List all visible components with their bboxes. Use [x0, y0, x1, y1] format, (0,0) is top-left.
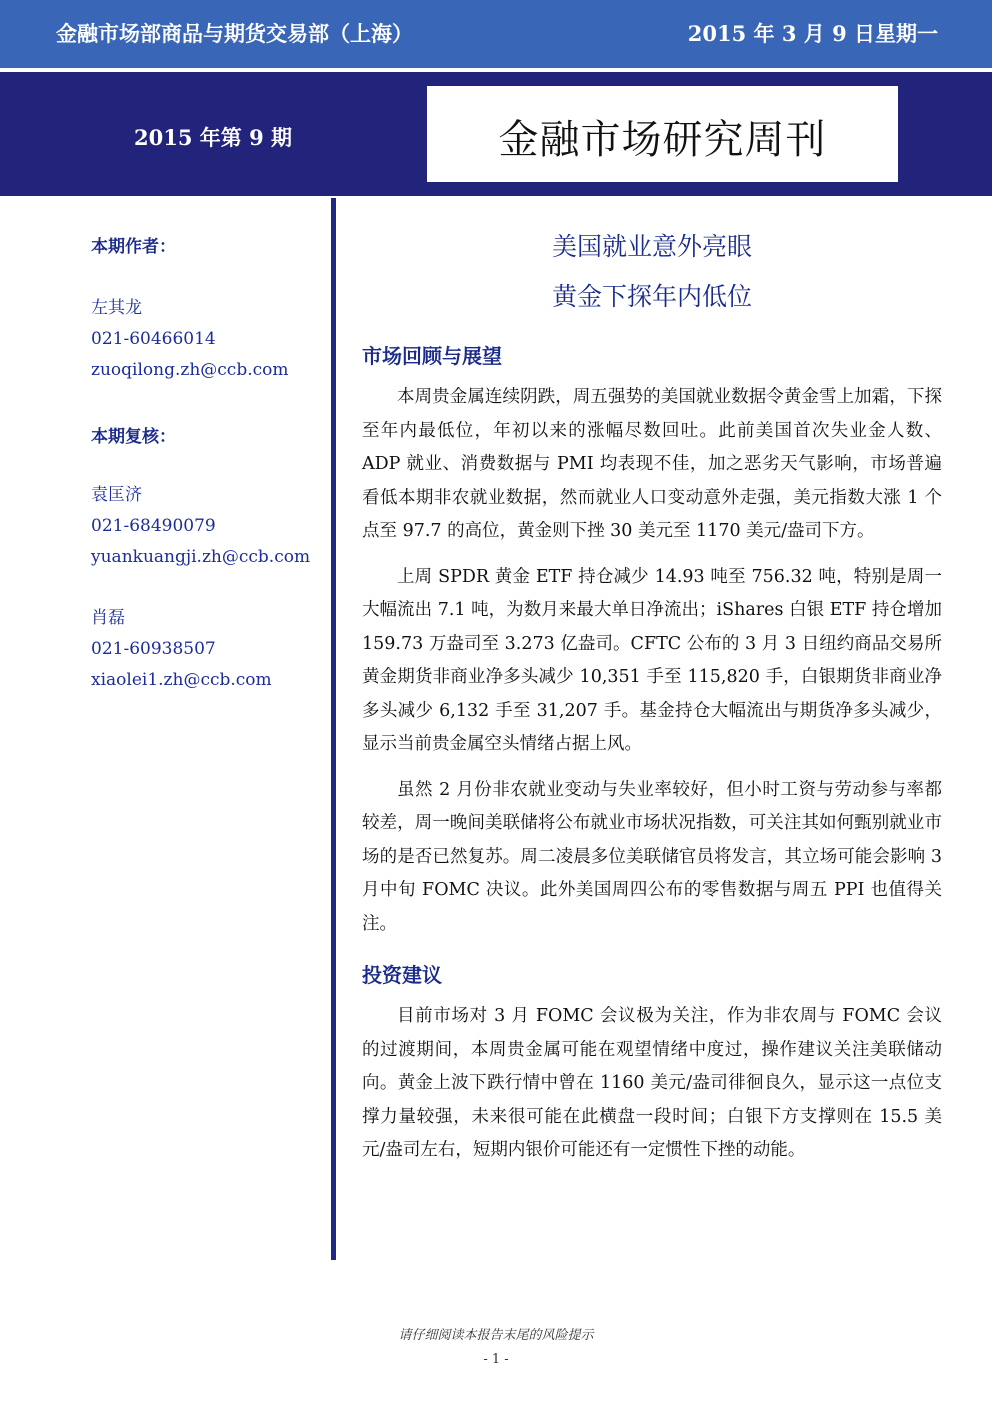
sidebar	[91, 232, 321, 696]
author-entry	[91, 293, 321, 386]
reviewer-phone: 021-68490079	[91, 516, 216, 536]
page-number: - 1 -	[483, 1352, 509, 1367]
top-bar	[0, 0, 992, 68]
section-title-review: 市场回顾与展望	[362, 344, 502, 368]
reviewer-entry	[91, 480, 321, 573]
article	[362, 222, 942, 1168]
paragraph: 本周贵金属连续阴跌，周五强势的美国就业数据令黄金雪上加霜，下探至年内最低位，年初以来的涨幅尽数回吐。此前美国首次失业金人数、ADP 就业、消费数据与 PMI 均表现不佳，加之恶劣天气影响，市场普遍看低本期非农就业数据，然而就业人口变动意外走强，美元指数大涨 1 个点至 97.7 的高位，黄金则下挫 30 美元至 1170 美元/盎司下方。	[362, 387, 942, 541]
author-name: 左其龙	[91, 298, 142, 318]
reviewer-email[interactable]: yuankuangji.zh@ccb.com	[91, 547, 311, 567]
reviewer-phone: 021-60938507	[91, 639, 216, 659]
reviewer-name: 肖磊	[91, 608, 125, 628]
author-email[interactable]: zuoqilong.zh@ccb.com	[91, 360, 289, 380]
department-name: 金融市场部商品与期货交易部（上海）	[56, 21, 413, 46]
column-divider	[331, 198, 336, 1260]
risk-notice: 请仔细阅读本报告末尾的风险提示	[398, 1328, 594, 1343]
issue-number: 2015 年第 9 期	[134, 125, 292, 150]
authors-heading: 本期作者：	[91, 237, 176, 257]
publish-date: 2015 年 3 月 9 日星期一	[687, 21, 938, 46]
reviewer-email[interactable]: xiaolei1.zh@ccb.com	[91, 670, 272, 690]
publication-title: 金融市场研究周刊	[498, 117, 827, 163]
paragraph: 目前市场对 3 月 FOMC 会议极为关注，作为非农周与 FOMC 会议的过渡期间，本周贵金属可能在观望情绪中度过，操作建议关注美联储动向。黄金上波下跌行情中曾在 1160 美元/盎司徘徊良久，显示这一点位支撑力量较强，未来很可能在此横盘一段时间；白银下方支撑则在 15.5 美元/盎司左右，短期内银价可能还有一定惯性下挫的动能。	[362, 1006, 942, 1160]
reviewer-name: 袁匡济	[91, 485, 142, 505]
headline-line-1: 美国就业意外亮眼	[551, 232, 752, 261]
reviewers-heading: 本期复核：	[91, 427, 176, 447]
paragraph: 虽然 2 月份非农就业变动与失业率较好，但小时工资与劳动参与率都较差，周一晚间美联储将公布就业市场状况指数，可关注其如何甄别就业市场的是否已然复苏。周二凌晨多位美联储官员将发言，其立场可能会影响 3 月中旬 FOMC 决议。此外美国周四公布的零售数据与周五 PPI 也值得关注。	[362, 779, 942, 934]
author-phone: 021-60466014	[91, 329, 216, 349]
reviewer-entry	[91, 603, 321, 696]
title-banner	[0, 72, 992, 196]
section-title-advice: 投资建议	[362, 963, 442, 987]
paragraph: 上周 SPDR 黄金 ETF 持仓减少 14.93 吨至 756.32 吨，特别是周一大幅流出 7.1 吨，为数月来最大单日净流出；iShares 白银 ETF 持仓增加 159.73 万盎司至 3.273 亿盎司。CFTC 公布的 3 月 3 日纽约商品交易所黄金期货非商业净多头减少 10,351 手至 115,820 手，白银期货非商业净多头减少 6,132 手至 31,207 手。基金持仓大幅流出与期货净多头减少，显示当前贵金属空头情绪占据上风。	[362, 566, 942, 754]
headline-line-2: 黄金下探年内低位	[551, 282, 752, 311]
title-box	[427, 86, 898, 182]
